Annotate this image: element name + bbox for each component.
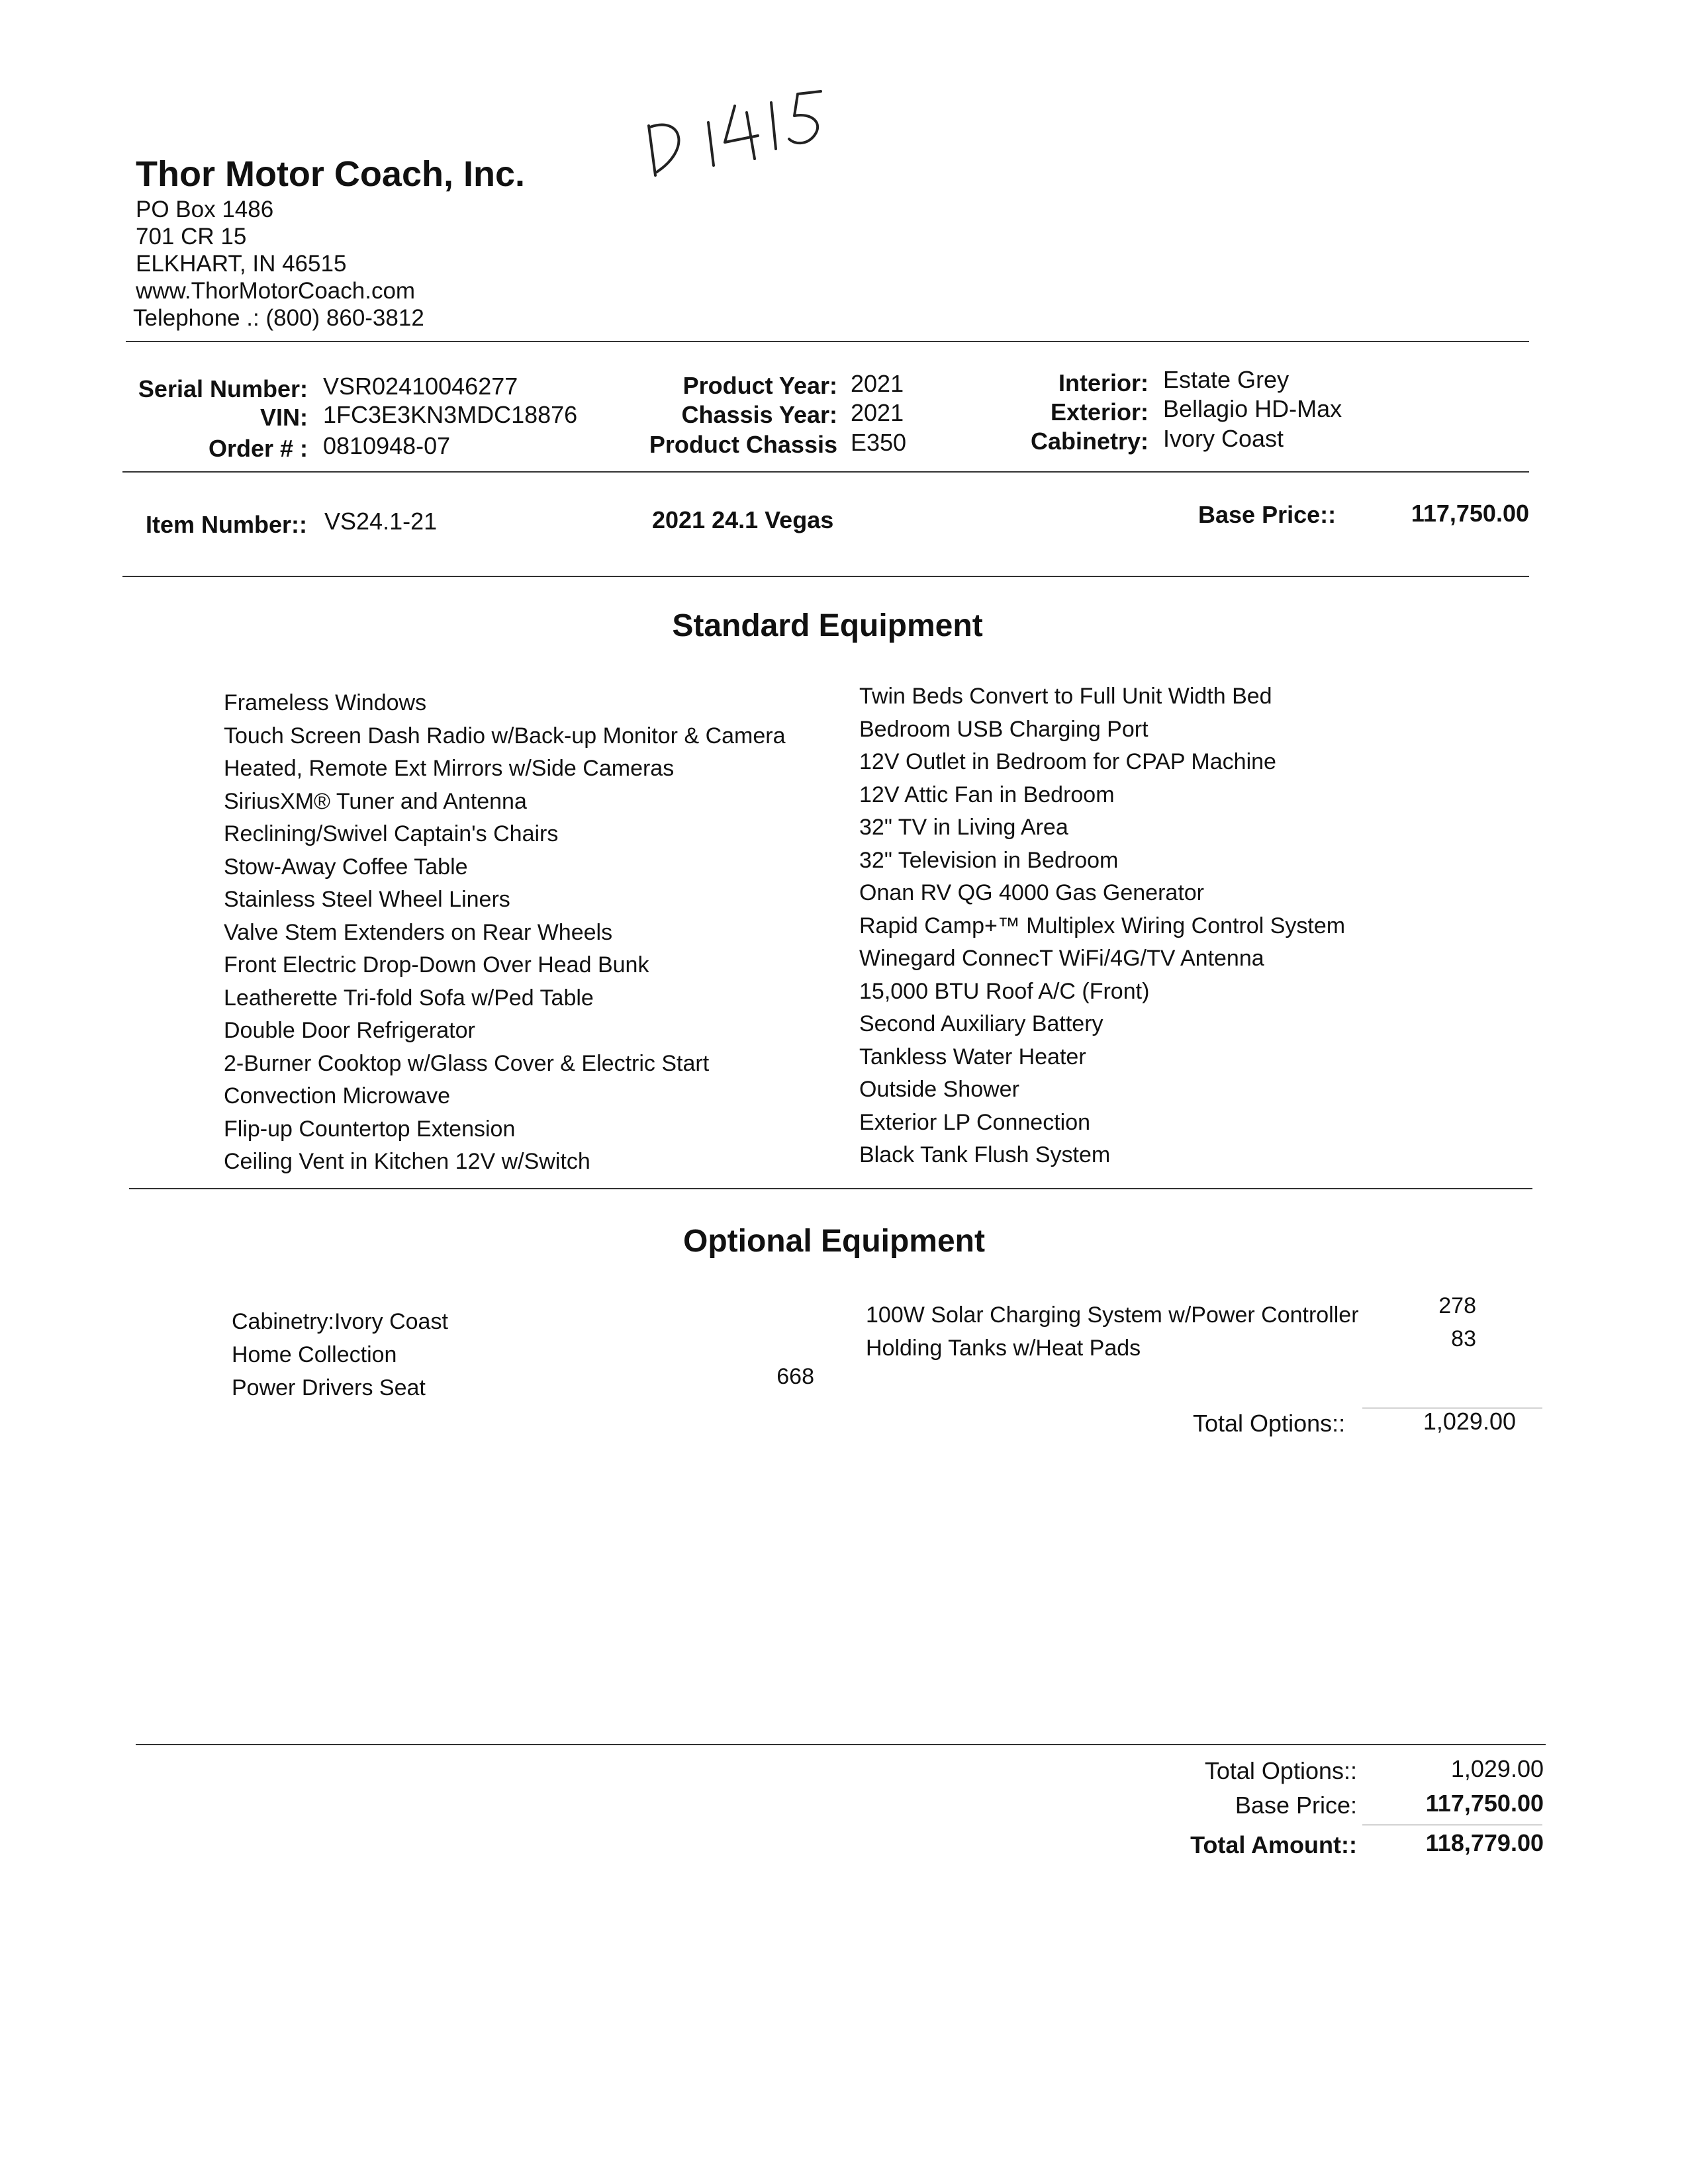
option-price: 668	[776, 1364, 814, 1389]
divider	[122, 471, 1529, 473]
summary-total-amount-label: Total Amount::	[1190, 1831, 1357, 1858]
list-item: Cabinetry:Ivory Coast	[232, 1309, 448, 1334]
standard-equipment-right-list	[859, 680, 1345, 1172]
interior-value: Estate Grey	[1163, 366, 1289, 393]
summary-total-amount-value: 118,779.00	[1425, 1829, 1544, 1856]
list-item: Frameless Windows	[224, 690, 427, 715]
list-item: Outside Shower	[859, 1077, 1019, 1102]
cabinetry-value: Ivory Coast	[1163, 425, 1284, 452]
list-item: Black Tank Flush System	[859, 1142, 1111, 1167]
address-line: PO Box 1486	[136, 197, 274, 222]
list-item: 100W Solar Charging System w/Power Controller	[866, 1302, 1359, 1328]
list-item: Convection Microwave	[224, 1083, 451, 1109]
company-name: Thor Motor Coach, Inc.	[136, 154, 525, 194]
telephone-number: (800) 860-3812	[265, 305, 424, 331]
product-chassis-label: Product Chassis	[649, 431, 837, 458]
item-number-value: VS24.1-21	[324, 508, 438, 535]
divider	[129, 1188, 1532, 1189]
list-item: Bedroom USB Charging Port	[859, 716, 1149, 742]
list-item: Double Door Refrigerator	[224, 1018, 475, 1043]
divider	[126, 341, 1529, 342]
list-item: Onan RV QG 4000 Gas Generator	[859, 880, 1204, 905]
summary-base-price-value: 117,750.00	[1425, 1790, 1544, 1817]
list-item: Home Collection	[232, 1342, 397, 1367]
list-item: Tankless Water Heater	[859, 1044, 1086, 1069]
divider	[122, 576, 1529, 577]
list-item: 32" Television in Bedroom	[859, 847, 1119, 873]
list-item: 32" TV in Living Area	[859, 815, 1068, 840]
optional-equipment-right-list	[866, 1298, 1359, 1365]
list-item: Power Drivers Seat	[232, 1375, 426, 1400]
optional-equipment-title: Optional Equipment	[683, 1224, 985, 1259]
total-options-label: Total Options::	[1193, 1410, 1346, 1437]
option-price: 278	[1438, 1293, 1476, 1318]
company-address	[133, 196, 424, 332]
list-item: SiriusXM® Tuner and Antenna	[224, 788, 527, 814]
item-number-label: Item Number::	[146, 511, 308, 538]
base-price-value: 117,750.00	[1411, 500, 1529, 527]
chassis-year-value: 2021	[851, 399, 904, 426]
summary-total-options-value: 1,029.00	[1450, 1755, 1544, 1782]
list-item: Exterior LP Connection	[859, 1109, 1091, 1135]
list-item: 2-Burner Cooktop w/Glass Cover & Electric Start	[224, 1050, 710, 1076]
chassis-year-label: Chassis Year:	[681, 401, 837, 428]
summary-total-options-label: Total Options::	[1204, 1757, 1357, 1784]
list-item: Reclining/Swivel Captain's Chairs	[224, 821, 559, 846]
list-item: Rapid Camp+™ Multiplex Wiring Control System	[859, 913, 1346, 938]
product-chassis-value: E350	[851, 429, 907, 456]
list-item: Stainless Steel Wheel Liners	[224, 887, 510, 912]
exterior-label: Exterior:	[1050, 398, 1149, 426]
exterior-value: Bellagio HD-Max	[1163, 395, 1342, 422]
model-name: 2021 24.1 Vegas	[652, 506, 834, 533]
list-item: 12V Attic Fan in Bedroom	[859, 782, 1115, 807]
product-year-label: Product Year:	[682, 372, 837, 399]
list-item: Heated, Remote Ext Mirrors w/Side Cameras	[224, 756, 675, 781]
list-item: 15,000 BTU Roof A/C (Front)	[859, 978, 1150, 1004]
product-year-value: 2021	[851, 370, 904, 397]
list-item: Leatherette Tri-fold Sofa w/Ped Table	[224, 985, 594, 1011]
list-item: Stow-Away Coffee Table	[224, 854, 468, 880]
standard-equipment-title: Standard Equipment	[672, 608, 983, 643]
telephone-label: Telephone .:	[133, 305, 259, 331]
telephone-line	[133, 304, 424, 332]
vin-label: VIN:	[260, 404, 308, 431]
website-link[interactable]: www.ThorMotorCoach.com	[136, 278, 416, 304]
list-item: Front Electric Drop-Down Over Head Bunk	[224, 952, 649, 978]
interior-label: Interior:	[1058, 369, 1149, 396]
list-item: Valve Stem Extenders on Rear Wheels	[224, 919, 613, 945]
address-line: ELKHART, IN 46515	[136, 251, 347, 277]
order-number-label: Order # :	[208, 435, 308, 462]
option-price: 83	[1451, 1326, 1476, 1351]
list-item: Flip-up Countertop Extension	[224, 1116, 516, 1142]
vin-value: 1FC3E3KN3MDC18876	[323, 401, 578, 428]
list-item: Second Auxiliary Battery	[859, 1011, 1103, 1036]
serial-number-label: Serial Number:	[138, 375, 308, 402]
list-item: Twin Beds Convert to Full Unit Width Bed	[859, 684, 1272, 709]
base-price-label: Base Price::	[1198, 501, 1336, 528]
list-item: Holding Tanks w/Heat Pads	[866, 1336, 1141, 1361]
summary-base-price-label: Base Price:	[1235, 1792, 1357, 1819]
order-number-value: 0810948-07	[323, 432, 451, 459]
optional-equipment-left-list	[232, 1305, 448, 1404]
list-item: Touch Screen Dash Radio w/Back-up Monitor & Camera	[224, 723, 786, 749]
handwritten-note-d1415	[635, 86, 834, 185]
standard-equipment-left-list	[224, 687, 786, 1179]
list-item: 12V Outlet in Bedroom for CPAP Machine	[859, 749, 1276, 774]
cabinetry-label: Cabinetry:	[1030, 428, 1149, 455]
address-line: 701 CR 15	[136, 224, 247, 250]
divider	[136, 1744, 1546, 1745]
list-item: Ceiling Vent in Kitchen 12V w/Switch	[224, 1149, 590, 1174]
serial-number-value: VSR02410046277	[323, 373, 518, 400]
list-item: Winegard ConnecT WiFi/4G/TV Antenna	[859, 946, 1264, 971]
total-options-value: 1,029.00	[1423, 1408, 1516, 1435]
